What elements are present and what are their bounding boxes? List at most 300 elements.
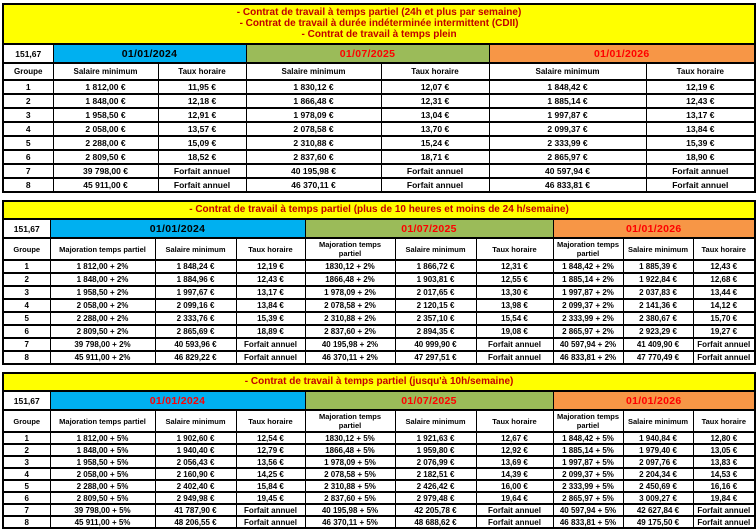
group-cell: 6: [3, 492, 50, 504]
value-cell: Forfait annuel: [476, 338, 553, 351]
wage-table-temps-partiel-max-10h: [2, 372, 754, 529]
value-cell: 2 310,88 + 5%: [305, 480, 395, 492]
value-cell: 12,79 €: [236, 444, 305, 456]
value-cell: 41 409,90 €: [623, 338, 693, 351]
value-cell: 2 182,51 €: [395, 468, 476, 480]
column-header: Majoration temps partiel: [50, 238, 155, 260]
value-cell: 13,30 €: [476, 286, 553, 299]
value-cell: 2 865,69 €: [155, 325, 236, 338]
column-header: Taux horaire: [476, 410, 553, 432]
value-cell: 12,67 €: [476, 432, 553, 444]
value-cell: 15,54 €: [476, 312, 553, 325]
value-cell: 12,19 €: [646, 80, 755, 94]
value-cell: 2 837,60 €: [246, 150, 381, 164]
period-date-header: 01/01/2026: [553, 391, 755, 410]
value-cell: 46 833,81 + 2%: [553, 351, 623, 364]
column-header: Taux horaire: [381, 63, 489, 80]
value-cell: 15,70 €: [693, 312, 755, 325]
value-cell: 2 288,00 €: [53, 136, 158, 150]
value-cell: 13,44 €: [693, 286, 755, 299]
group-cell: 1: [3, 432, 50, 444]
table-row: [3, 108, 755, 122]
group-column-header: Groupe: [3, 238, 50, 260]
value-cell: 12,80 €: [693, 432, 755, 444]
period-date-header: 01/01/2026: [489, 44, 755, 63]
value-cell: 2 333,76 €: [155, 312, 236, 325]
period-date-header: 01/01/2024: [50, 391, 305, 410]
group-cell: 2: [3, 444, 50, 456]
value-cell: 12,91 €: [158, 108, 246, 122]
table-row: [3, 492, 755, 504]
table-row: [3, 504, 755, 516]
value-cell: 1 978,09 €: [246, 108, 381, 122]
monthly-hours-cell: 151,67: [3, 391, 50, 410]
value-cell: 13,04 €: [381, 108, 489, 122]
table-row: [3, 338, 755, 351]
value-cell: 12,43 €: [693, 260, 755, 273]
column-header: Taux horaire: [476, 238, 553, 260]
value-cell: 2 809,50 €: [53, 150, 158, 164]
value-cell: Forfait annuel: [476, 351, 553, 364]
value-cell: 2 160,90 €: [155, 468, 236, 480]
value-cell: 19,08 €: [476, 325, 553, 338]
value-cell: 2 865,97 + 2%: [553, 325, 623, 338]
value-cell: 18,52 €: [158, 150, 246, 164]
value-cell: 12,43 €: [646, 94, 755, 108]
value-cell: 12,43 €: [236, 273, 305, 286]
value-cell: 13,05 €: [693, 444, 755, 456]
value-cell: 40 597,94 + 5%: [553, 504, 623, 516]
value-cell: 1 830,12 €: [246, 80, 381, 94]
title-banner-row: [3, 201, 755, 219]
table-title-line: - Contrat de travail à temps plein: [301, 29, 457, 40]
value-cell: 2 333,99 €: [489, 136, 646, 150]
value-cell: 1 812,00 + 5%: [50, 432, 155, 444]
table-row: [3, 178, 755, 192]
table-row: [3, 480, 755, 492]
value-cell: 16,16 €: [693, 480, 755, 492]
column-header: Salaire minimum: [155, 238, 236, 260]
value-cell: 1 958,50 + 2%: [50, 286, 155, 299]
column-header: Taux horaire: [236, 238, 305, 260]
value-cell: 11,95 €: [158, 80, 246, 94]
value-cell: 2 078,58 + 5%: [305, 468, 395, 480]
group-cell: 8: [3, 351, 50, 364]
group-cell: 5: [3, 480, 50, 492]
value-cell: 12,31 €: [381, 94, 489, 108]
value-cell: Forfait annuel: [381, 164, 489, 178]
period-band-row: [3, 391, 755, 410]
value-cell: 1 885,14 + 2%: [553, 273, 623, 286]
value-cell: 2 099,37 + 5%: [553, 468, 623, 480]
column-header-row: [3, 63, 755, 80]
monthly-hours-cell: 151,67: [3, 44, 53, 63]
column-header: Salaire minimum: [246, 63, 381, 80]
value-cell: 13,84 €: [646, 122, 755, 136]
value-cell: 12,31 €: [476, 260, 553, 273]
value-cell: 40 195,98 €: [246, 164, 381, 178]
table-row: [3, 299, 755, 312]
column-header: Salaire minimum: [395, 410, 476, 432]
value-cell: 47 770,49 €: [623, 351, 693, 364]
group-cell: 7: [3, 338, 50, 351]
value-cell: 2 865,97 + 5%: [553, 492, 623, 504]
value-cell: 1 884,96 €: [155, 273, 236, 286]
value-cell: 2 809,50 + 2%: [50, 325, 155, 338]
title-banner-row: [3, 4, 755, 44]
period-date-header: 01/01/2024: [53, 44, 246, 63]
group-cell: 7: [3, 164, 53, 178]
value-cell: 12,92 €: [476, 444, 553, 456]
value-cell: 2 333,99 + 5%: [553, 480, 623, 492]
value-cell: 13,69 €: [476, 456, 553, 468]
column-header: Salaire minimum: [489, 63, 646, 80]
table-title-banner: [3, 4, 755, 44]
value-cell: 46 370,11 €: [246, 178, 381, 192]
table-row: [3, 351, 755, 364]
value-cell: 1 885,14 €: [489, 94, 646, 108]
value-cell: 2 809,50 + 5%: [50, 492, 155, 504]
group-cell: 3: [3, 456, 50, 468]
group-cell: 8: [3, 178, 53, 192]
table-row: [3, 516, 755, 528]
table-row: [3, 468, 755, 480]
value-cell: 1 885,39 €: [623, 260, 693, 273]
value-cell: 2 037,83 €: [623, 286, 693, 299]
period-date-header: 01/07/2025: [305, 219, 553, 238]
value-cell: 18,89 €: [236, 325, 305, 338]
value-cell: 1 997,87 + 5%: [553, 456, 623, 468]
value-cell: 14,25 €: [236, 468, 305, 480]
value-cell: 46 370,11 + 2%: [305, 351, 395, 364]
column-header: Majoration temps partiel: [305, 238, 395, 260]
value-cell: 14,12 €: [693, 299, 755, 312]
group-cell: 7: [3, 504, 50, 516]
table-row: [3, 164, 755, 178]
value-cell: 1830,12 + 2%: [305, 260, 395, 273]
table-title-line: - Contrat de travail à temps partiel (jusqu'à 10h/semaine): [244, 376, 514, 387]
table-row: [3, 150, 755, 164]
value-cell: 1 997,87 €: [489, 108, 646, 122]
value-cell: 2 894,35 €: [395, 325, 476, 338]
table-row: [3, 273, 755, 286]
group-cell: 1: [3, 260, 50, 273]
table-row: [3, 80, 755, 94]
group-column-header: Groupe: [3, 410, 50, 432]
value-cell: 45 911,00 €: [53, 178, 158, 192]
group-cell: 5: [3, 312, 50, 325]
value-cell: 39 798,00 €: [53, 164, 158, 178]
period-date-header: 01/01/2026: [553, 219, 755, 238]
table-row: [3, 325, 755, 338]
value-cell: 2 076,99 €: [395, 456, 476, 468]
column-header: Majoration temps partiel: [553, 238, 623, 260]
value-cell: 40 999,90 €: [395, 338, 476, 351]
group-cell: 4: [3, 299, 50, 312]
group-cell: 2: [3, 94, 53, 108]
value-cell: 1 922,84 €: [623, 273, 693, 286]
value-cell: 2 204,34 €: [623, 468, 693, 480]
salary-grid: [2, 200, 756, 365]
value-cell: 1 848,42 + 2%: [553, 260, 623, 273]
title-banner-row: [3, 373, 755, 391]
value-cell: 19,45 €: [236, 492, 305, 504]
value-cell: 40 195,98 + 2%: [305, 338, 395, 351]
group-cell: 2: [3, 273, 50, 286]
value-cell: 46 370,11 + 5%: [305, 516, 395, 528]
value-cell: Forfait annuel: [236, 516, 305, 528]
value-cell: 2 310,88 €: [246, 136, 381, 150]
value-cell: 41 787,90 €: [155, 504, 236, 516]
value-cell: 1 848,00 + 2%: [50, 273, 155, 286]
value-cell: Forfait annuel: [236, 351, 305, 364]
value-cell: 2 288,00 + 5%: [50, 480, 155, 492]
value-cell: 13,83 €: [693, 456, 755, 468]
value-cell: Forfait annuel: [646, 164, 755, 178]
value-cell: 2 865,97 €: [489, 150, 646, 164]
value-cell: Forfait annuel: [646, 178, 755, 192]
value-cell: 12,19 €: [236, 260, 305, 273]
value-cell: 1 848,42 + 5%: [553, 432, 623, 444]
group-cell: 3: [3, 286, 50, 299]
column-header: Taux horaire: [693, 238, 755, 260]
value-cell: 1 978,09 + 5%: [305, 456, 395, 468]
column-header: Taux horaire: [646, 63, 755, 80]
column-header-row: [3, 410, 755, 432]
group-cell: 1: [3, 80, 53, 94]
value-cell: 48 688,62 €: [395, 516, 476, 528]
table-row: [3, 432, 755, 444]
value-cell: Forfait annuel: [693, 504, 755, 516]
column-header: Salaire minimum: [155, 410, 236, 432]
table-row: [3, 122, 755, 136]
value-cell: 40 597,94 €: [489, 164, 646, 178]
value-cell: 2 837,60 + 5%: [305, 492, 395, 504]
table-row: [3, 136, 755, 150]
period-date-header: 01/01/2024: [50, 219, 305, 238]
value-cell: 40 593,96 €: [155, 338, 236, 351]
value-cell: 45 911,00 + 2%: [50, 351, 155, 364]
value-cell: 2 058,00 + 2%: [50, 299, 155, 312]
value-cell: 15,39 €: [236, 312, 305, 325]
table-row: [3, 94, 755, 108]
value-cell: 1 848,00 + 5%: [50, 444, 155, 456]
value-cell: 40 597,94 + 2%: [553, 338, 623, 351]
value-cell: 2 310,88 + 2%: [305, 312, 395, 325]
value-cell: 13,70 €: [381, 122, 489, 136]
value-cell: 2 097,76 €: [623, 456, 693, 468]
value-cell: 13,17 €: [646, 108, 755, 122]
column-header: Taux horaire: [693, 410, 755, 432]
table-row: [3, 312, 755, 325]
value-cell: 2 923,29 €: [623, 325, 693, 338]
value-cell: 15,39 €: [646, 136, 755, 150]
value-cell: Forfait annuel: [693, 516, 755, 528]
value-cell: 13,98 €: [476, 299, 553, 312]
value-cell: 46 829,22 €: [155, 351, 236, 364]
table-title-banner: [3, 373, 755, 391]
column-header: Majoration temps partiel: [553, 410, 623, 432]
group-cell: 6: [3, 325, 50, 338]
value-cell: 15,84 €: [236, 480, 305, 492]
value-cell: 1 958,50 €: [53, 108, 158, 122]
value-cell: 13,17 €: [236, 286, 305, 299]
value-cell: 1830,12 + 5%: [305, 432, 395, 444]
value-cell: 1 997,67 €: [155, 286, 236, 299]
value-cell: 1 940,40 €: [155, 444, 236, 456]
value-cell: Forfait annuel: [476, 516, 553, 528]
value-cell: Forfait annuel: [158, 164, 246, 178]
table-title-line: - Contrat de travail à durée indéterminée intermittent (CDII): [239, 18, 519, 29]
value-cell: 1 812,00 + 2%: [50, 260, 155, 273]
value-cell: 12,68 €: [693, 273, 755, 286]
value-cell: 2 288,00 + 2%: [50, 312, 155, 325]
value-cell: 2 380,67 €: [623, 312, 693, 325]
value-cell: 46 833,81 €: [489, 178, 646, 192]
value-cell: 13,84 €: [236, 299, 305, 312]
value-cell: 14,53 €: [693, 468, 755, 480]
period-band-row: [3, 219, 755, 238]
value-cell: 39 798,00 + 2%: [50, 338, 155, 351]
group-column-header: Groupe: [3, 63, 53, 80]
wage-table-temps-plein: [2, 3, 754, 193]
value-cell: 1 978,09 + 2%: [305, 286, 395, 299]
table-title-banner: [3, 201, 755, 219]
value-cell: 2 058,00 + 5%: [50, 468, 155, 480]
value-cell: 1 848,00 €: [53, 94, 158, 108]
table-row: [3, 260, 755, 273]
value-cell: 1 866,48 €: [246, 94, 381, 108]
column-header-row: [3, 238, 755, 260]
value-cell: Forfait annuel: [158, 178, 246, 192]
value-cell: 2 426,42 €: [395, 480, 476, 492]
value-cell: 49 175,50 €: [623, 516, 693, 528]
table-row: [3, 444, 755, 456]
value-cell: 3 009,27 €: [623, 492, 693, 504]
group-cell: 5: [3, 136, 53, 150]
value-cell: 2 450,69 €: [623, 480, 693, 492]
value-cell: Forfait annuel: [236, 504, 305, 516]
period-date-header: 01/07/2025: [246, 44, 489, 63]
value-cell: 42 205,78 €: [395, 504, 476, 516]
value-cell: 19,84 €: [693, 492, 755, 504]
value-cell: 1 902,60 €: [155, 432, 236, 444]
value-cell: 2 141,36 €: [623, 299, 693, 312]
value-cell: 1 940,84 €: [623, 432, 693, 444]
value-cell: 2 402,40 €: [155, 480, 236, 492]
column-header: Taux horaire: [158, 63, 246, 80]
value-cell: 12,07 €: [381, 80, 489, 94]
value-cell: 12,18 €: [158, 94, 246, 108]
table-row: [3, 456, 755, 468]
group-cell: 4: [3, 122, 53, 136]
value-cell: 1 921,63 €: [395, 432, 476, 444]
value-cell: 2 099,37 €: [489, 122, 646, 136]
column-header: Salaire minimum: [53, 63, 158, 80]
value-cell: 19,27 €: [693, 325, 755, 338]
value-cell: 2 120,15 €: [395, 299, 476, 312]
value-cell: 1 903,81 €: [395, 273, 476, 286]
value-cell: 1 958,50 + 5%: [50, 456, 155, 468]
value-cell: Forfait annuel: [236, 338, 305, 351]
group-cell: 3: [3, 108, 53, 122]
value-cell: 12,55 €: [476, 273, 553, 286]
value-cell: 40 195,98 + 5%: [305, 504, 395, 516]
period-date-header: 01/07/2025: [305, 391, 553, 410]
value-cell: 47 297,51 €: [395, 351, 476, 364]
value-cell: 18,71 €: [381, 150, 489, 164]
value-cell: 2 837,60 + 2%: [305, 325, 395, 338]
value-cell: 2 979,48 €: [395, 492, 476, 504]
value-cell: 2 949,98 €: [155, 492, 236, 504]
column-header: Salaire minimum: [395, 238, 476, 260]
value-cell: 1 848,42 €: [489, 80, 646, 94]
table-title-line: - Contrat de travail à temps partiel (24h et plus par semaine): [236, 7, 522, 18]
column-header: Salaire minimum: [623, 410, 693, 432]
value-cell: 2 078,58 + 2%: [305, 299, 395, 312]
value-cell: 42 627,84 €: [623, 504, 693, 516]
column-header: Majoration temps partiel: [50, 410, 155, 432]
value-cell: 2 357,10 €: [395, 312, 476, 325]
value-cell: 48 206,55 €: [155, 516, 236, 528]
monthly-hours-cell: 151,67: [3, 219, 50, 238]
value-cell: 2 099,37 + 2%: [553, 299, 623, 312]
value-cell: 13,57 €: [158, 122, 246, 136]
value-cell: 2 333,99 + 2%: [553, 312, 623, 325]
value-cell: Forfait annuel: [693, 338, 755, 351]
value-cell: 1 866,72 €: [395, 260, 476, 273]
value-cell: 18,90 €: [646, 150, 755, 164]
value-cell: Forfait annuel: [693, 351, 755, 364]
value-cell: 2 099,16 €: [155, 299, 236, 312]
value-cell: 39 798,00 + 5%: [50, 504, 155, 516]
column-header: Salaire minimum: [623, 238, 693, 260]
value-cell: 1 885,14 + 5%: [553, 444, 623, 456]
value-cell: 1 812,00 €: [53, 80, 158, 94]
value-cell: 1866,48 + 5%: [305, 444, 395, 456]
value-cell: 1 979,40 €: [623, 444, 693, 456]
value-cell: 45 911,00 + 5%: [50, 516, 155, 528]
value-cell: 2 078,58 €: [246, 122, 381, 136]
period-band-row: [3, 44, 755, 63]
table-row: [3, 286, 755, 299]
salary-grid: [2, 3, 756, 193]
value-cell: 46 833,81 + 5%: [553, 516, 623, 528]
group-cell: 6: [3, 150, 53, 164]
value-cell: Forfait annuel: [381, 178, 489, 192]
value-cell: 12,54 €: [236, 432, 305, 444]
wage-table-temps-partiel-10-24h: [2, 200, 754, 365]
value-cell: 15,09 €: [158, 136, 246, 150]
value-cell: 2 058,00 €: [53, 122, 158, 136]
value-cell: 16,00 €: [476, 480, 553, 492]
table-title-line: - Contrat de travail à temps partiel (plus de 10 heures et moins de 24 h/semaine): [189, 204, 569, 215]
value-cell: 14,39 €: [476, 468, 553, 480]
value-cell: 13,56 €: [236, 456, 305, 468]
value-cell: 1866,48 + 2%: [305, 273, 395, 286]
value-cell: Forfait annuel: [476, 504, 553, 516]
value-cell: 19,64 €: [476, 492, 553, 504]
value-cell: 15,24 €: [381, 136, 489, 150]
value-cell: 2 056,43 €: [155, 456, 236, 468]
group-cell: 8: [3, 516, 50, 528]
salary-grid: [2, 372, 756, 529]
value-cell: 1 997,87 + 2%: [553, 286, 623, 299]
group-cell: 4: [3, 468, 50, 480]
value-cell: 1 959,80 €: [395, 444, 476, 456]
column-header: Taux horaire: [236, 410, 305, 432]
column-header: Majoration temps partiel: [305, 410, 395, 432]
